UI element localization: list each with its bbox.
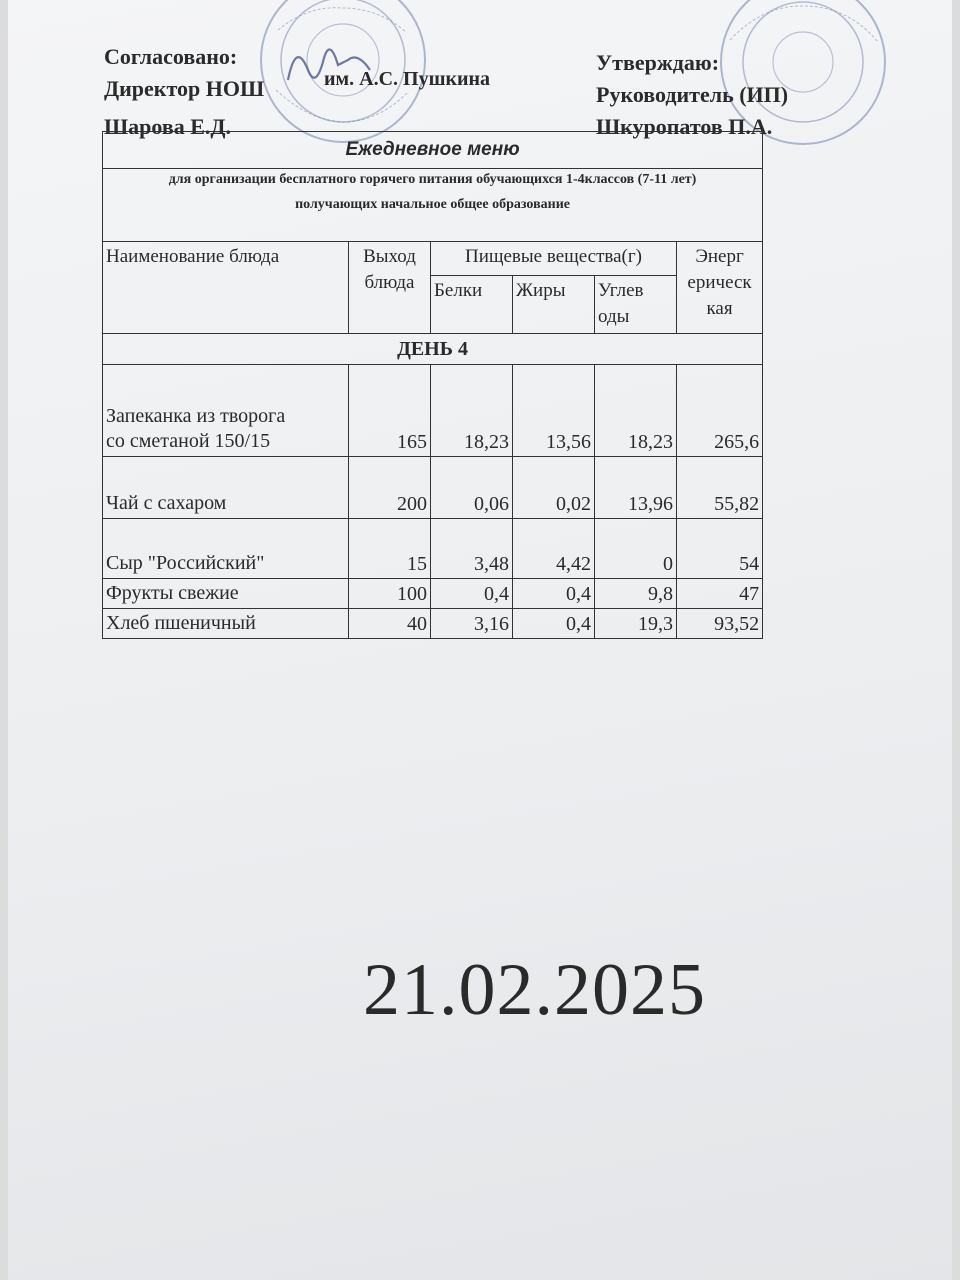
approval-left-name: Шарова Е.Д. [104,114,232,139]
dish-carbs: 19,3 [595,609,677,639]
dish-carbs: 18,23 [595,365,677,457]
dish-fat: 0,4 [513,579,595,609]
document-page [8,0,952,1280]
dish-fat: 0,4 [513,609,595,639]
col-nutrients-header: Пищевые вещества(г) [431,242,677,276]
menu-subtitle-line2: получающих начальное общее образование [295,197,570,212]
col-protein-header: Белки [431,276,513,334]
dish-energy: 93,52 [677,609,763,639]
dish-carbs: 9,8 [595,579,677,609]
dish-output: 40 [349,609,431,639]
dish-energy: 265,6 [677,365,763,457]
dish-name: Чай с сахаром [103,457,349,519]
dish-protein: 3,16 [431,609,513,639]
col-energy-header-line2: ерическ [687,272,752,293]
col-output-header-line2: блюда [364,272,415,293]
col-output-header [349,242,431,334]
dish-output: 200 [349,457,431,519]
dish-fat: 4,42 [513,519,595,579]
menu-subtitle-row [103,169,763,242]
dish-name: Сыр "Российский" [103,519,349,579]
menu-title-row [103,132,763,169]
col-fat-header: Жиры [513,276,595,334]
col-energy-header-line1: Энерг [695,246,744,267]
dish-fat: 13,56 [513,365,595,457]
dish-output: 100 [349,579,431,609]
table-row [103,365,763,457]
table-row [103,519,763,579]
col-energy-header-line3: кая [706,298,733,319]
approval-left-label: Согласовано: [104,44,238,69]
menu-table [102,131,763,639]
dish-name: Фрукты свежие [103,579,349,609]
column-header-row-1 [103,242,763,276]
table-row [103,457,763,519]
dish-fat: 0,02 [513,457,595,519]
col-output-header-line1: Выход [363,246,416,267]
day-row [103,334,763,365]
table-row [103,579,763,609]
dish-protein: 0,06 [431,457,513,519]
approval-right-name: Шкуропатов П.А. [596,114,773,139]
dish-name [103,365,349,457]
dish-energy: 47 [677,579,763,609]
dish-protein: 18,23 [431,365,513,457]
table-row [103,609,763,639]
dish-energy: 55,82 [677,457,763,519]
dish-carbs: 0 [595,519,677,579]
col-name-header: Наименование блюда [103,242,349,334]
dish-carbs: 13,96 [595,457,677,519]
col-energy-header [677,242,763,334]
col-carbs-header-line2: оды [598,306,630,327]
dish-protein: 0,4 [431,579,513,609]
col-carbs-header [595,276,677,334]
col-carbs-header-line1: Углев [598,280,644,301]
approval-right-position: Руководитель (ИП) [596,82,789,107]
dish-name: Хлеб пшеничный [103,609,349,639]
dish-output: 15 [349,519,431,579]
menu-subtitle-line1: для организации бесплатного горячего питания обучающихся 1-4классов (7-11 лет) [168,172,697,187]
menu-subtitle [103,169,763,242]
dish-protein: 3,48 [431,519,513,579]
menu-title: Ежедневное меню [103,132,763,169]
dish-name-line2: со сметаной 150/15 [106,430,271,452]
dish-output: 165 [349,365,431,457]
approval-left-position: Директор НОШ [104,76,265,101]
day-label: ДЕНЬ 4 [103,334,763,365]
dish-name-line1: Запеканка из творога [106,405,286,427]
approval-right-label: Утверждаю: [596,50,720,75]
dish-energy: 54 [677,519,763,579]
menu-date: 21.02.2025 [363,949,706,1031]
approval-left-school: им. А.С. Пушкина [324,68,491,90]
